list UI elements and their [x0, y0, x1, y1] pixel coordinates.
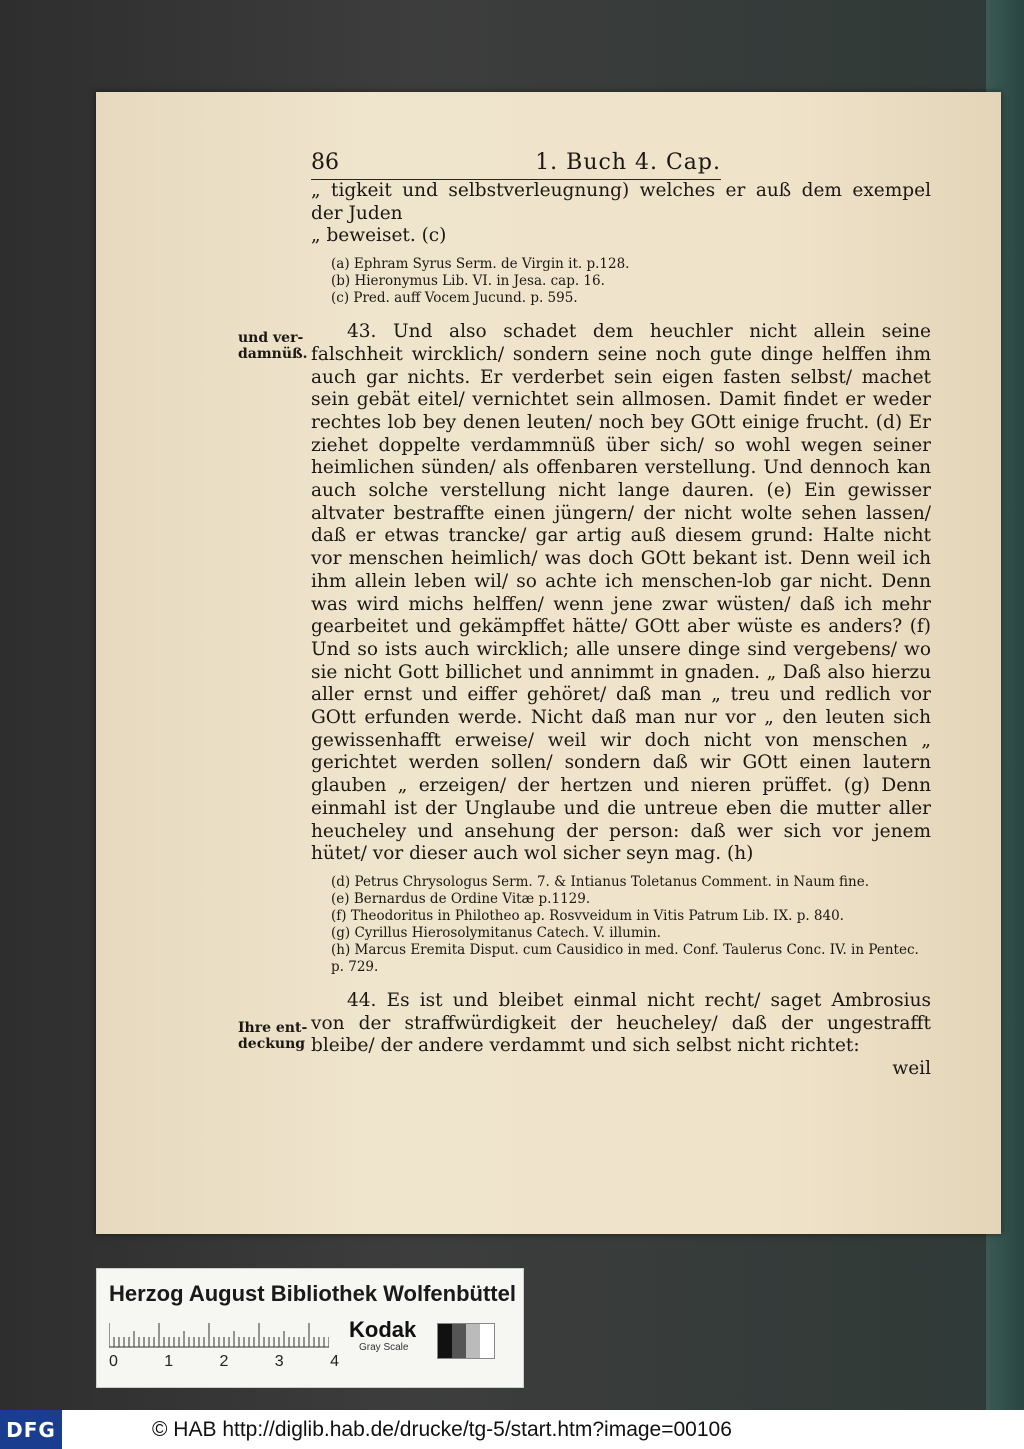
text-line: „ beweiset. (c): [311, 225, 447, 247]
copyright-url[interactable]: © HAB http://diglib.hab.de/drucke/tg-5/start.htm?image=00106: [152, 1417, 732, 1441]
catchword: weil: [892, 1058, 931, 1080]
library-color-card: [96, 1268, 524, 1388]
paragraph-44: 44. Es ist und bleibet einmal nicht recht/ saget Ambrosius von der straffwürdigkeit der heucheley/ daß der ungestrafft bleibe/ der andere verdammt und sich selbst nicht richtet:: [311, 989, 931, 1057]
ruler-label: 0: [109, 1353, 118, 1370]
dfg-logo: DFG: [0, 1410, 62, 1449]
footnotes-2: [311, 874, 931, 976]
ruler-label: 1: [164, 1353, 174, 1370]
ruler-label: 2: [219, 1353, 229, 1370]
kodak-subtitle: Gray Scale: [359, 1342, 409, 1353]
ruler-label: 4: [330, 1353, 339, 1370]
margin-note-1: und ver- damnüß.: [238, 330, 308, 362]
library-name: Herzog August Bibliothek Wolfenbüttel: [109, 1281, 516, 1306]
footnote: (e) Bernardus de Ordine Vitæ p.1129.: [331, 890, 591, 907]
footnote: (d) Petrus Chrysologus Serm. 7. & Intianus Toletanus Comment. in Naum fine.: [331, 873, 870, 890]
ruler-label: 3: [274, 1353, 284, 1370]
footnotes-1: [311, 256, 931, 307]
footnote: (b) Hieronymus Lib. VI. in Jesa. cap. 16.: [331, 273, 605, 290]
running-title: 1. Buch 4. Cap.: [535, 150, 721, 175]
footnote: (c) Pred. auff Vocem Jucund. p. 595.: [331, 290, 578, 307]
paragraph-43: 43. Und also schadet dem heuchler nicht allein seine falschheit wircklich/ sondern seine noch gute dinge helffen ihm auch gar nichts. Er verderbet sein eigen fasten selbst/ machet sein gebät eitel/ vernichtet sein allmosen. Damit findet er weder rechtes lob bey denen leuten/ noch bey GOtt einige frucht. (d) Er ziehet doppelte verdammnüß über sich/ so wohl wegen seiner heimlichen sünden/ als offenbaren verstellung. Und dennoch kan auch solche verstellung nicht lange dauren. (e) Ein gewisser altvater bestraffte einen jüngern/ der nicht wolte sehen lassen/ daß er etwas trancke/ gar artig auß diesem grund: Halte nicht vor menschen heimlich/ was doch GOtt bekant ist. Denn weil ich ihm allein leben wil/ so achte ich menschen-lob gar nicht. Denn was wird michs helffen/ wenn jene zwar wüsten/ daß ich mehr gearbeitet und gekämpffet hätte/ GOtt aber wüste es anders? (f) Und so ists auch wircklich; alle unsere dinge sind vergebens/ wo sie nicht Gott billichet und annimmt in gnaden. „ Daß also hierzu aller ernst und eiffer gehöret/ daß man „ treu und redlich vor GOtt erfunden werde. Nicht daß man nur vor „ den leuten sich gewissenhafft erweise/ weil wir doch nicht von menschen „ gerichtet werden sollen/ sondern daß wir GOtt einen lautern glauben „ erzeigen/ der hertzen und nieren prüffet. (g) Denn einmahl ist der Unglaube und die untreue eben die mutter aller heucheley und ansehung der person: daß wer sich vor jenem hütet/ vor dieser auch wol sicher seyn mag. (h): [311, 321, 931, 865]
kodak-logo: Kodak: [349, 1317, 417, 1342]
margin-note-2: Ihre ent- deckung: [238, 1020, 308, 1052]
gray-scale-swatch: [437, 1323, 495, 1359]
ruler-labels: [109, 1353, 339, 1371]
footer-strip: [0, 1410, 1024, 1449]
book-page: [96, 92, 1001, 1234]
footnote: (g) Cyrillus Hierosolymitanus Catech. V. illumin.: [331, 924, 661, 941]
footnote: (h) Marcus Eremita Disput. cum Causidico in med. Conf. Taulerus Conc. IV. in Pentec. p. 729.: [331, 941, 919, 975]
text-line: „ tigkeit und selbstverleugnung) welches er auß dem exempel der Juden: [311, 180, 931, 224]
ruler-scale: [109, 1319, 329, 1349]
footnote: (f) Theodoritus in Philotheo ap. Rosvveidum in Vitis Patrum Lib. IX. p. 840.: [331, 907, 844, 924]
page-number: 86: [311, 150, 339, 175]
footnote: (a) Ephram Syrus Serm. de Virgin it. p.128.: [331, 256, 630, 273]
running-header: [311, 150, 721, 180]
page-content: [311, 150, 931, 1079]
